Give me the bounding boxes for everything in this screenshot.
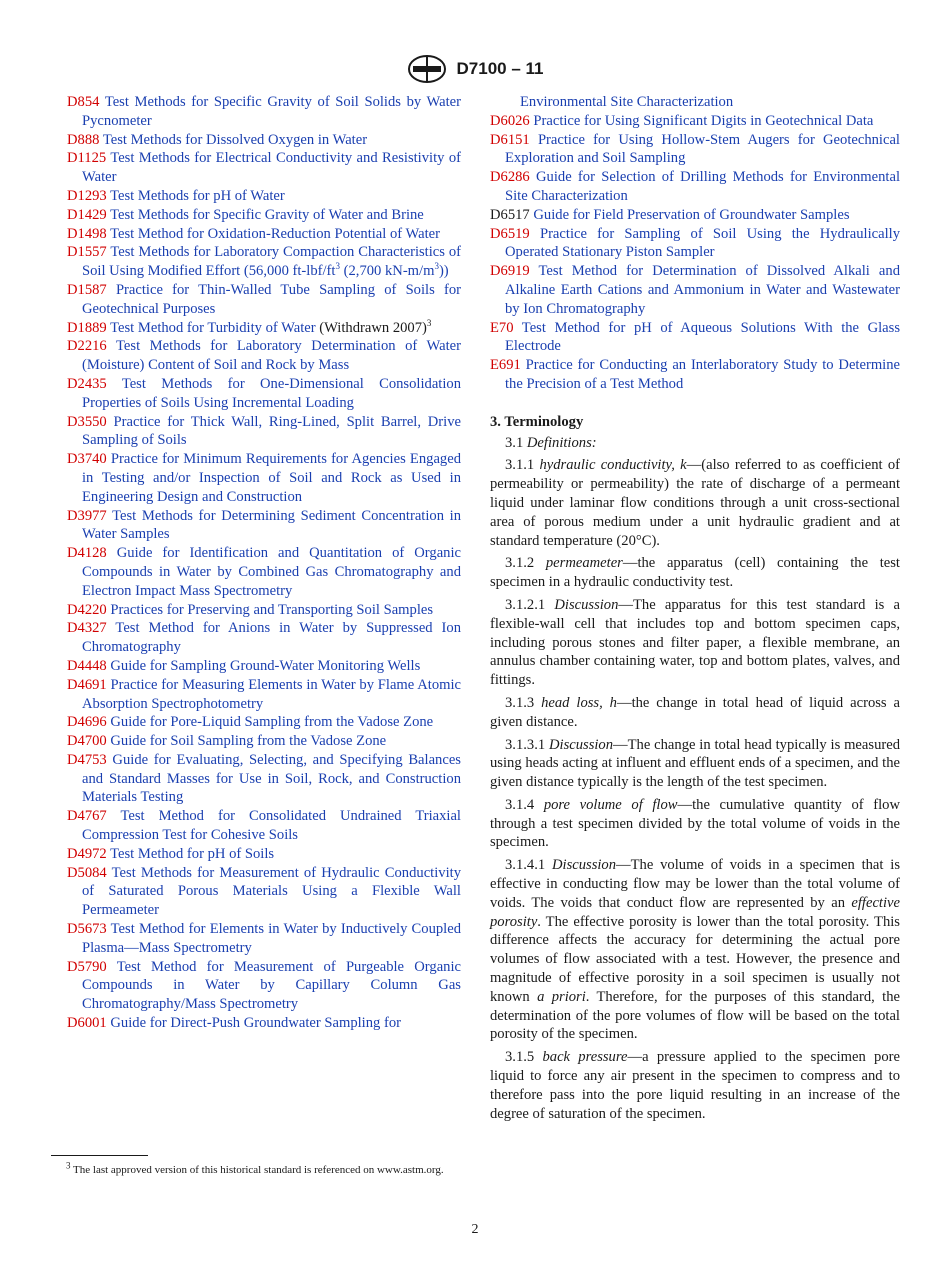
reference-code[interactable]: D4753 [67, 751, 107, 768]
reference-code[interactable]: D6919 [490, 263, 530, 280]
reference-title[interactable]: Test Methods for Laboratory Determination of Water (Moisture) Content of Soil and Rock by Mass [82, 338, 461, 374]
reference-title[interactable]: Test Methods for Specific Gravity of Water and Brine [110, 206, 424, 223]
reference-code[interactable]: D5790 [67, 958, 107, 975]
reference-item [67, 544, 461, 600]
reference-title[interactable]: Guide for Soil Sampling from the Vadose Zone [110, 733, 387, 750]
reference-item [67, 1014, 461, 1033]
reference-title[interactable]: Test Method for Consolidated Undrained Triaxial Compression Test for Cohesive Soils [82, 808, 461, 844]
discussion-permeameter: 3.1.2.1 Discussion—The apparatus for this test standard is a flexible-wall cell that includes top and bottom specimen caps, including porous stones and filter paper, a flexible membrane, an annulus chamber containing water, top and bottom plates, valves, and fittings. [490, 596, 901, 689]
reference-code[interactable]: E70 [490, 319, 514, 336]
reference-code[interactable]: D6151 [490, 131, 530, 148]
section-heading: 3. Terminology [490, 413, 584, 430]
reference-item [67, 676, 461, 714]
reference-item [67, 958, 461, 1014]
reference-item [67, 187, 461, 206]
reference-item [490, 131, 900, 169]
reference-item [67, 375, 461, 413]
reference-item [67, 225, 461, 244]
reference-code[interactable]: D4696 [67, 714, 107, 731]
reference-item [490, 112, 900, 131]
reference-list [490, 112, 900, 394]
reference-item [67, 131, 461, 150]
reference-title[interactable]: Practice for Measuring Elements in Water by Flame Atomic Absorption Spectrophotometry [82, 676, 461, 712]
reference-code[interactable]: D6026 [490, 112, 530, 129]
reference-code[interactable]: D2216 [67, 338, 107, 355]
reference-title[interactable]: Test Methods for One-Dimensional Consolidation Properties of Soils Using Incremental Loading [82, 375, 461, 411]
reference-code[interactable]: D1125 [67, 150, 107, 167]
reference-item [67, 206, 461, 225]
definition-3-1: 3.1 Definitions: [505, 434, 597, 451]
reference-item [490, 225, 900, 263]
reference-title[interactable]: Test Methods for Measurement of Hydraulic Conductivity of Saturated Porous Materials Using a Flexible Wall Permeameter [82, 864, 461, 919]
astm-logo-icon [407, 54, 447, 84]
reference-code[interactable]: D1429 [67, 206, 107, 223]
reference-code[interactable]: D5084 [67, 864, 107, 881]
reference-title[interactable]: Guide for Selection of Drilling Methods for Environmental Site Characterization [505, 169, 900, 204]
reference-item [67, 450, 461, 506]
reference-title[interactable]: Guide for Direct-Push Groundwater Sampling for [110, 1015, 401, 1032]
reference-title[interactable]: Test Methods for Electrical Conductivity and Resistivity of Water [82, 150, 461, 186]
reference-item [67, 93, 461, 131]
reference-code[interactable]: D3550 [67, 413, 107, 430]
page-number: 2 [471, 1222, 479, 1237]
reference-code[interactable]: D3740 [67, 451, 107, 468]
reference-code[interactable]: D4128 [67, 545, 107, 562]
reference-title[interactable]: Practice for Using Significant Digits in Geotechnical Data [533, 112, 874, 129]
reference-continuation: Environmental Site Characterization [520, 94, 734, 110]
reference-code[interactable]: D4972 [67, 845, 107, 862]
reference-item [67, 619, 461, 657]
reference-item [67, 413, 461, 451]
reference-title[interactable]: Test Method for Elements in Water by Inductively Coupled Plasma—Mass Spectrometry [82, 921, 461, 956]
reference-code[interactable]: D6001 [67, 1015, 107, 1032]
reference-item [490, 168, 900, 206]
reference-item [67, 732, 461, 751]
reference-title[interactable]: Test Method for Measurement of Purgeable Organic Compounds in Water by Capillary Column Gas Chromatography/Mass Spectrometry [82, 958, 461, 1013]
reference-item [490, 356, 900, 394]
reference-code[interactable]: D6286 [490, 169, 530, 186]
reference-item [67, 281, 461, 319]
reference-code[interactable]: D4448 [67, 657, 107, 674]
reference-title[interactable]: Guide for Field Preservation of Groundwater Samples [533, 206, 850, 223]
reference-title[interactable]: Practice for Thick Wall, Ring-Lined, Split Barrel, Drive Sampling of Soils [82, 413, 461, 449]
reference-code[interactable]: D888 [67, 131, 100, 148]
reference-item [67, 243, 461, 281]
reference-code[interactable]: D1498 [67, 225, 107, 242]
reference-code: D6517 [490, 206, 530, 223]
reference-item [490, 206, 900, 225]
reference-item [67, 713, 461, 732]
reference-title[interactable]: Test Methods for pH of Water [110, 187, 285, 204]
reference-title[interactable]: Practices for Preserving and Transporting Soil Samples [110, 601, 434, 618]
reference-title[interactable]: Practice for Using Hollow-Stem Augers for Geotechnical Exploration and Soil Sampling [505, 131, 900, 167]
definition-hydraulic-conductivity: 3.1.1 hydraulic conductivity, k—(also referred to as coefficient of permeability or permeability) the rate of discharge of a permeant liquid under laminar flow conditions through a unit cross-sectional area of porous medium under a unit hydraulic gradient and at standard temperature (20°C). [490, 457, 900, 549]
document-designation: D7100 – 11 [456, 59, 544, 78]
reference-title[interactable]: Guide for Pore-Liquid Sampling from the Vadose Zone [110, 714, 434, 731]
discussion-pore-volume: 3.1.4.1 Discussion—The volume of voids in a specimen that is effective in conducting flow may be lower than the total volume of voids. The voids that conduct flow are represented by an effective porosity. The effective porosity is lower than the total porosity. This difference affects the accuracy for determining the actual pore volumes of flow associated with a test. However, the presence and magnitude of effective porosity in a soil specimen is usually not known a priori. Therefore, for the purposes of this standard, the determination of the pore volumes of flow will be based on the total porosity of the specimen. [490, 857, 901, 1043]
reference-item [67, 864, 461, 920]
reference-item [67, 920, 461, 958]
reference-title[interactable]: Test Method for pH of Aqueous Solutions With the Glass Electrode [505, 319, 900, 355]
reference-item: D1889 Test Method for Turbidity of Water (Withdrawn 2007)$^3$ [67, 317, 432, 336]
reference-item [490, 319, 900, 357]
reference-code[interactable]: D2435 [67, 375, 107, 392]
reference-item [67, 845, 461, 864]
reference-title[interactable]: Test Method for Determination of Dissolved Alkali and Alkaline Earth Cations and Ammonium in Water and Wastewater by Ion Chromatography [505, 263, 900, 317]
reference-code[interactable]: D854 [67, 94, 100, 110]
reference-item [67, 807, 461, 845]
reference-item [490, 262, 900, 318]
reference-title[interactable]: Practice for Minimum Requirements for Agencies Engaged in Testing and/or Inspection of Soil and Rock as Used in Engineering Design and Construction [82, 451, 461, 505]
reference-title[interactable]: Guide for Sampling Ground-Water Monitoring Wells [110, 657, 421, 674]
definition-permeameter: 3.1.2 permeameter—the apparatus (cell) containing the test specimen in a hydraulic conductivity test. [490, 555, 900, 591]
reference-title[interactable]: Test Methods for Laboratory Compaction Characteristics of Soil Using Modified Effort (56,000 $ft-lbf/ft^3$ (2,700 $kN-m/m^3$)) [82, 244, 461, 280]
withdrawn-note: (Withdrawn 2007) [315, 319, 427, 336]
reference-item [67, 657, 461, 676]
reference-code[interactable]: D1889 [67, 319, 107, 336]
discussion-head-loss: 3.1.3.1 Discussion—The change in total head typically is measured using heads acting at influent and effluent ends of a specimen, and the given distance typically is the length of the test specimen. [490, 736, 900, 791]
reference-title[interactable]: Guide for Evaluating, Selecting, and Specifying Balances and Standard Masses for Use in Soil, Rock, and Construction Materials Testing [82, 751, 461, 806]
reference-code[interactable]: D5673 [67, 921, 107, 938]
reference-title[interactable]: Practice for Sampling of Soil Using the Hydraulically Operated Stationary Piston Sampler [505, 225, 900, 261]
reference-item [67, 337, 461, 375]
reference-code[interactable]: D4767 [67, 808, 107, 825]
reference-code[interactable]: D4691 [67, 676, 107, 693]
left-column [67, 93, 461, 1033]
reference-title[interactable]: Practice for Thin-Walled Tube Sampling of Soils for Geotechnical Purposes [82, 281, 461, 317]
reference-title[interactable]: Test Method for Oxidation-Reduction Potential of Water [110, 225, 441, 242]
reference-title[interactable]: Test Methods for Specific Gravity of Soil Solids by Water Pycnometer [82, 94, 462, 129]
reference-title[interactable]: Test Methods for Determining Sediment Concentration in Water Samples [82, 507, 461, 543]
reference-item [67, 507, 461, 545]
reference-code[interactable]: D1293 [67, 187, 107, 204]
reference-item [67, 149, 461, 187]
reference-code[interactable]: D3977 [67, 507, 107, 524]
reference-item [67, 751, 461, 807]
reference-code[interactable]: D1587 [67, 281, 107, 298]
reference-title[interactable]: Test Method for Turbidity of Water [110, 319, 316, 336]
reference-title[interactable]: Test Methods for Dissolved Oxygen in Water [102, 131, 368, 148]
reference-item [67, 601, 461, 620]
reference-code[interactable]: D4327 [67, 620, 107, 637]
reference-code[interactable]: D6519 [490, 225, 530, 242]
reference-code[interactable]: E691 [490, 357, 521, 374]
reference-title[interactable]: Test Method for pH of Soils [110, 845, 275, 862]
footnote: $^3$ The last approved version of this historical standard is referenced on www.astm.org. [66, 1160, 444, 1176]
reference-code[interactable]: D4220 [67, 601, 107, 618]
definition-back-pressure: 3.1.5 back pressure—a pressure applied to the specimen pore liquid to force any air present in the specimen to compress and to therefore pass into the pore liquid resulting in an increase of the degree of saturation of the specimen. [490, 1049, 900, 1122]
definition-head-loss: 3.1.3 head loss, h—the change in total head of liquid across a given distance. [490, 694, 901, 730]
reference-code[interactable]: D1557 [67, 244, 107, 261]
reference-code[interactable]: D4700 [67, 733, 107, 750]
right-column [490, 93, 900, 1127]
reference-title[interactable]: Practice for Conducting an Interlaboratory Study to Determine the Precision of a Test Method [505, 357, 901, 392]
reference-title[interactable]: Guide for Identification and Quantitation of Organic Compounds in Water by Combined Gas Chromatography and Electron Impact Mass Spectrometry [82, 545, 461, 599]
footnote-divider [51, 1155, 148, 1156]
page-header [0, 54, 950, 84]
reference-title[interactable]: Test Method for Anions in Water by Suppressed Ion Chromatography [82, 620, 461, 656]
definition-pore-volume-of-flow: 3.1.4 pore volume of flow—the cumulative quantity of flow through a test specimen divided by the total volume of voids in the specimen. [490, 796, 900, 851]
